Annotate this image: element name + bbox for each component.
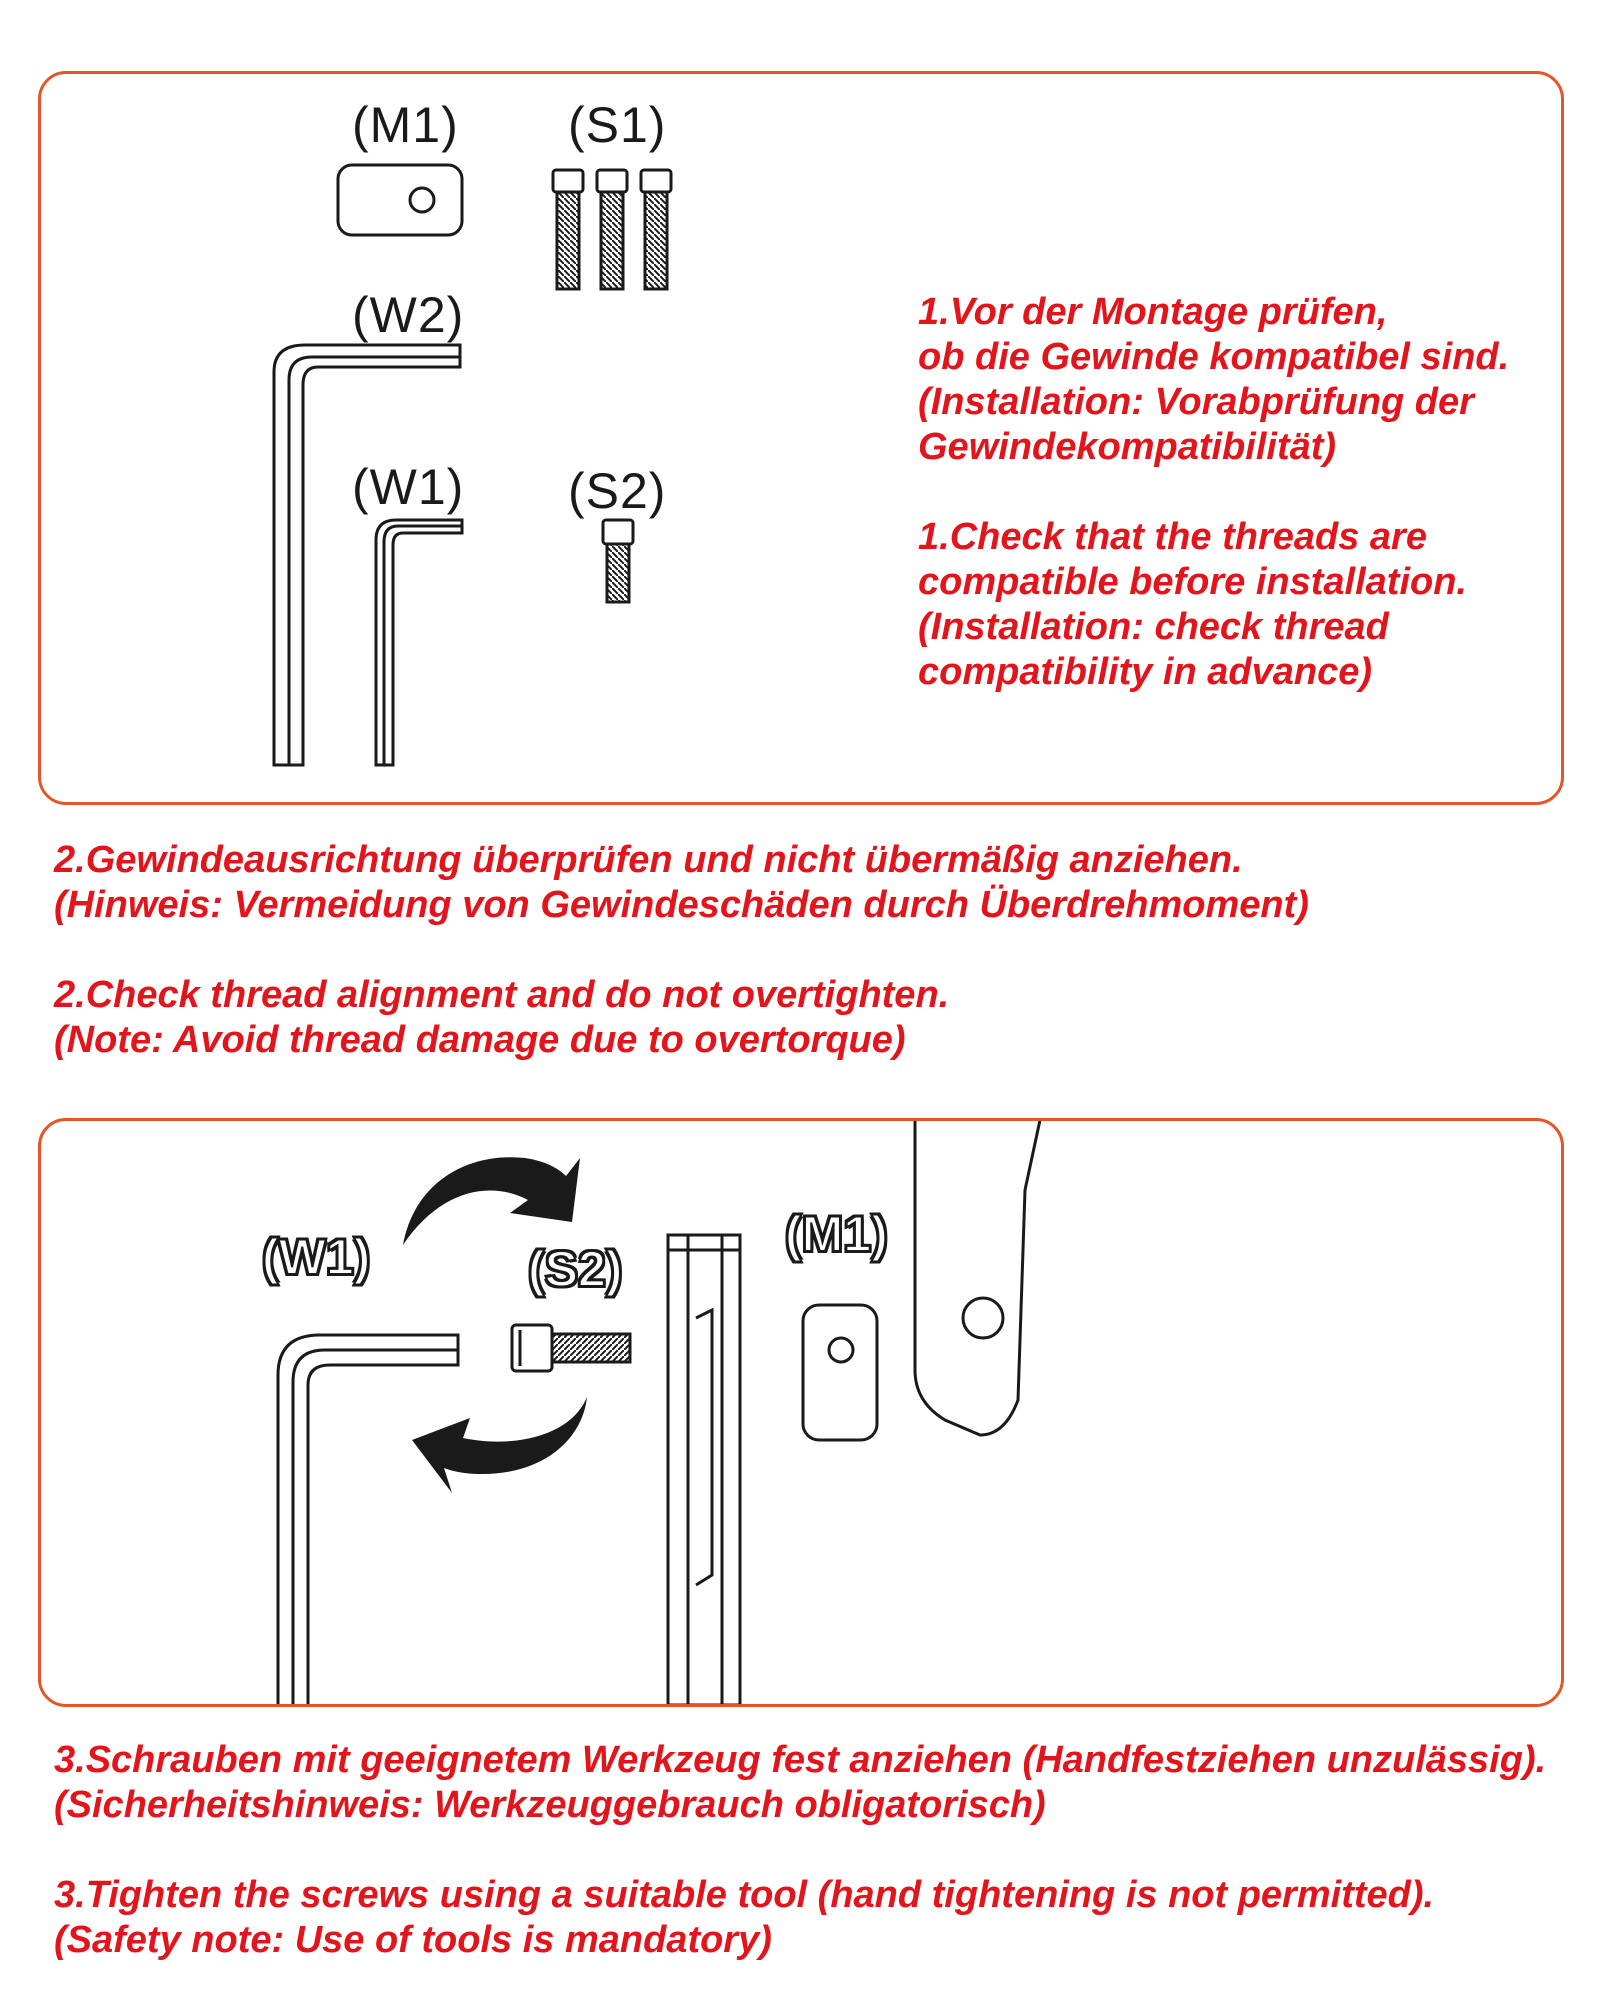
step1-english-note xyxy=(918,515,1467,695)
nut-plate-m1-icon xyxy=(338,165,462,235)
step2-de-line: 2.Gewindeausrichtung überprüfen und nicht übermäßig anziehen. xyxy=(54,839,1243,881)
bolts-s1-icon xyxy=(553,170,671,289)
step1-german-note xyxy=(918,290,1509,470)
step1-de-line: 1.Vor der Montage prüfen, xyxy=(918,291,1388,333)
step3-en-line: (Safety note: Use of tools is mandatory) xyxy=(54,1919,772,1961)
step1-en-line: (Installation: check thread xyxy=(918,606,1389,648)
step1-en-line: compatible before installation. xyxy=(918,561,1467,603)
step2-de-line: (Hinweis: Vermeidung von Gewindeschäden durch Überdrehmoment) xyxy=(54,884,1309,926)
step3-english-note xyxy=(54,1873,1434,1963)
bolt-s2-icon xyxy=(603,520,633,602)
step3-en-line: 3.Tighten the screws using a suitable tool (hand tightening is not permitted). xyxy=(54,1874,1435,1916)
step2-en-line: (Note: Avoid thread damage due to overtorque) xyxy=(54,1019,906,1061)
step1-de-line: ob die Gewinde kompatibel sind. xyxy=(918,336,1510,378)
step2-english-note xyxy=(54,973,949,1063)
step1-de-line: Gewindekompatibilität) xyxy=(918,426,1337,468)
step1-en-line: compatibility in advance) xyxy=(918,651,1372,693)
label-m1-assembly: (M1) xyxy=(785,1206,888,1262)
label-s1: (S1) xyxy=(568,97,667,153)
step3-de-line: (Sicherheitshinweis: Werkzeuggebrauch obligatorisch) xyxy=(54,1784,1046,1826)
hex-key-w2-icon xyxy=(274,345,460,765)
step2-german-note xyxy=(54,838,1309,928)
label-w1-assembly: (W1) xyxy=(262,1229,371,1285)
hex-key-w1-icon xyxy=(376,520,462,765)
label-m1: (M1) xyxy=(352,97,459,153)
label-s2-assembly: (S2) xyxy=(528,1241,623,1297)
label-w2: (W2) xyxy=(352,287,465,343)
step1-de-line: (Installation: Vorabprüfung der xyxy=(918,381,1474,423)
label-s2: (S2) xyxy=(568,463,667,519)
step3-german-note xyxy=(54,1738,1546,1828)
step1-en-line: 1.Check that the threads are xyxy=(918,516,1427,558)
label-w1: (W1) xyxy=(352,459,465,515)
step2-en-line: 2.Check thread alignment and do not overtighten. xyxy=(54,974,950,1016)
step3-de-line: 3.Schrauben mit geeignetem Werkzeug fest anziehen (Handfestziehen unzulässig). xyxy=(54,1739,1547,1781)
